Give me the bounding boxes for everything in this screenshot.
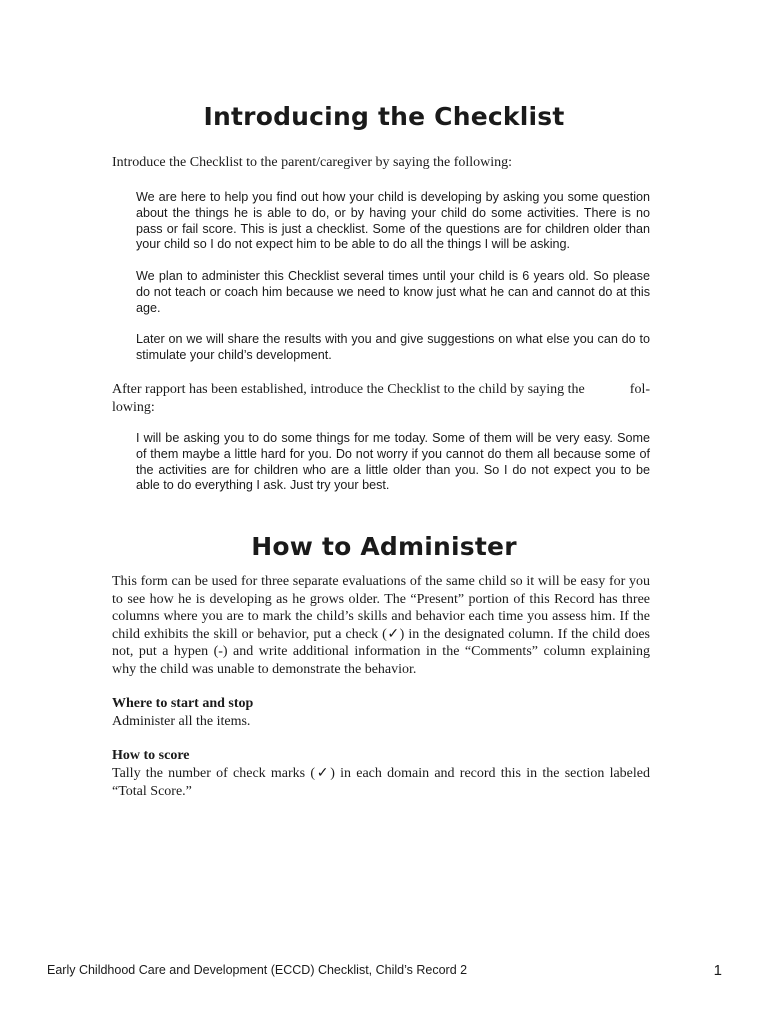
parent-quote-paragraph-2: We plan to administer this Checklist several times until your child is 6 years old. So please do not teach or coach him because we need to know just what he can and cannot do at this age. (136, 269, 650, 315)
how-to-score-heading: How to score (112, 748, 190, 763)
footer-caption: Early Childhood Care and Development (ECCD) Checklist, Child’s Record 2 (47, 963, 468, 977)
start-stop-text: Administer all the items. (112, 714, 251, 729)
rapport-text: After rapport has been established, introduce the Checklist to the child by saying the (112, 382, 585, 397)
rapport-line-2: lowing: (112, 399, 155, 415)
rapport-line-1 (112, 381, 650, 399)
parent-quote-paragraph-3: Later on we will share the results with you and give suggestions on what else you can do to stimulate your child’s development. (136, 332, 650, 362)
administer-body-paragraph: This form can be used for three separate evaluations of the same child so it will be easy for you to see how he is developing as he grows older. The “Present” portion of this Record has three columns where you are to mark the child’s skills and behavior each time you assess him. If the child exhibits the skill or behavior, put a check (✓) in the designated column. If the child does not, put a hypen (-) and write additional information in the “Comments” column explaining why the child was unable to demonstrate the behavior. (112, 574, 650, 677)
page-number: 1 (713, 962, 722, 979)
intro-lead-paragraph: Introduce the Checklist to the parent/caregiver by saying the following: (112, 155, 513, 170)
rapport-hyphen-fol: fol- (629, 382, 650, 397)
section-title-administer: How to Administer (251, 532, 517, 561)
child-quote-paragraph: I will be asking you to do some things for me today. Some of them will be very easy. Some of them maybe a little hard for you. Do not worry if you cannot do them all because some of the activities are for children who are a little older than you. So I do not expect you to be able to do everything I ask. Just try your best. (136, 431, 650, 493)
start-stop-heading: Where to start and stop (112, 696, 254, 711)
parent-quote-paragraph-1: We are here to help you find out how your child is developing by asking you some question about the things he is able to do, or by having your child do some activities. There is no pass or fail score. This is just a checklist. Some of the questions are for children older than your child so I do not expect him to be able to do all the things I will be asking. (136, 190, 650, 252)
section-title-introducing: Introducing the Checklist (203, 102, 565, 131)
how-to-score-text: Tally the number of check marks (✓) in each domain and record this in the section labeled “Total Score.” (112, 766, 650, 799)
rapport-paragraph (112, 381, 650, 416)
